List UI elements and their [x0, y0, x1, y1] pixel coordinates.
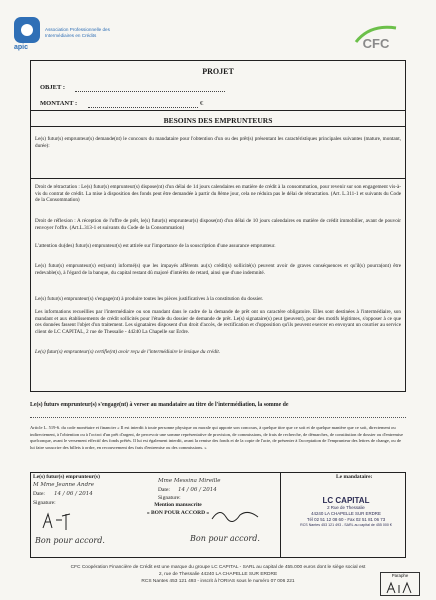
transfer-line: Le(s) futurs emprunteur(s) s'engage(nt) à verser au mandataire au titre de l'intermédiation, la somme de [30, 402, 289, 408]
objet-label: OBJET : [40, 84, 65, 91]
divider [30, 178, 406, 179]
projet-title: PROJET [202, 67, 234, 76]
footer [0, 564, 436, 585]
borrower1-name: M Mme Jeanne Andre [33, 482, 94, 488]
lc-capital-stamp [296, 496, 396, 546]
attention-text: L'attention du(des) futur(s) emprunteur(s) est attirée sur l'importance de la souscription d'une assurance emprunteur. [35, 243, 276, 249]
footer-line1: CFC Coopération Financière de Crédit est une marque du groupe LC CAPITAL - SARL au capital de 455.000 euros dont le siège social est [70, 565, 366, 570]
paraphe-initials-icon [385, 581, 417, 595]
informe-text: Le(s) futur(s) emprunteur(s) est(sont) informé(s) que les impayés afférents au(x) crédit(s) sollicité(s) peuvent avoir de graves conséquences et qu'il(s) pourra(ont) être redevable(s), à l'égard de la banque, du capital restant dû majoré d'intérêts de retard, ainsi que d'une indemnité. [35, 263, 401, 276]
borrower1-date-label: Date: [33, 491, 45, 497]
stamp-line3: Tél 02 51 12 08 60 - Fax 02 51 81 06 73 [306, 517, 386, 522]
borrower1-signature-icon [40, 510, 80, 532]
retractation-text: Droit de rétractation : Le(s) futur(s) emprunteur(s) dispose(nt) d'un délai de 14 jours calendaires en matière de crédit à la consommation, pour revenir sur son engagement vis-à-vis du contrat de crédit. La mise à disposition des fonds peut être demandée à partir du 8ème jour, cela ne réduira pas le délai de rétractation. (Art. L.311-1 et suivants du Code de la Consommation) [35, 184, 401, 204]
stamp-line4: RCS Nantes 453 121 493 - SARL au capital de 455 000 € [300, 523, 392, 527]
cfc-logo-text: CFC [362, 36, 390, 51]
borrower2-handwritten: Bon pour accord. [190, 534, 260, 543]
certifie-text: Le(s) futur(s) emprunteur(s) certifie(nt) avoir reçu de l'intermédiaire le lexique du crédit. [35, 349, 221, 355]
montant-field[interactable] [88, 107, 198, 108]
stamp-title: LC CAPITAL [322, 496, 370, 505]
mention-title: Mention manuscrite [154, 502, 202, 508]
mandataire-label: Le mandataire: [336, 474, 373, 480]
objet-field[interactable] [75, 91, 225, 92]
engage-text: Le(s) futur(s) emprunteur(s) s'engage(nt) à produire toutes les pièces justificatives à la constitution du dossier. [35, 296, 264, 302]
reflexion-text: Droit de réflexion : A réception de l'offre de prêt, le(s) futur(s) emprunteur(s) dispose(nt) d'un délai de 10 jours calendaires en matière de crédit immobilier, avant de pouvoir renvoyer l'offre. (Art.L.313-1 et suivants du Code de la Consommation) [35, 218, 401, 231]
paraphe-label: Paraphe [391, 573, 409, 578]
borrower2-signature-label: Signature: [158, 495, 181, 501]
currency-symbol: € [200, 100, 204, 107]
stamp-line1: 2 Rue de Thessalie [327, 505, 365, 510]
borrower1-date: 14 / 06 / 2014 [54, 491, 93, 497]
borrower1-signature-label: Signature: [33, 500, 56, 506]
besoins-title: BESOINS DES EMPRUNTEURS [163, 116, 273, 125]
apic-name: apic [14, 44, 29, 51]
borrower2-date-label: Date: [158, 487, 170, 493]
borrowers-label: Le(s) futur(s) emprunteur(s) [33, 474, 100, 480]
paraphe-box[interactable] [380, 572, 420, 596]
footer-line3: RCS Nantes 453 121 493 - inscrit à l'ORIAS sous le numéro 07 006 221 [141, 579, 295, 584]
dotted-separator [30, 417, 406, 418]
mention-text: « BON POUR ACCORD » [146, 510, 210, 516]
footer-line2: 2, rue de Thessalie 44240 LA CHAPELLE SUR ERDRE [158, 572, 278, 577]
stamp-line2: 44240 LA CHAPELLE SUR ERDRE [311, 511, 381, 516]
borrower2-signature-icon [210, 505, 260, 525]
besoins-intro: Le(s) futur(s) emprunteur(s) demande(nt) le concours du mandataire pour l'obtention d'un ou des prêt(s) présentant les caractéristiques principales suivantes (mature, montant, durée): [35, 136, 401, 149]
montant-label: MONTANT : [40, 100, 78, 107]
apic-logo-icon [14, 17, 40, 43]
borrower1-handwritten: Bon pour accord. [35, 536, 105, 545]
apic-subtitle: Association Professionnelle des Intermédiaires en Crédits [45, 27, 110, 38]
borrower2-name: Mme Messina Mireille [158, 478, 221, 484]
article-text: Article L. 519-6. du code monétaire et financier « Il est interdit à toute personne physique ou morale qui apporte son concours, à quelque titre que ce soit et de quelque manière que ce soit, directement ou indirectement, à l'obtention ou à l'octroi d'un prêt d'argent, de percevoir une somme représentative de provision, de commissions, de frais de recherche, de démarches, de constitution de dossier ou d'entremise quelconque, avant le versement effectif des fonds prêtés. Il lui est également interdit, avant la remise des fonds et de la copie de l'acte, de présenter à l'acceptation de l'emprunteur des lettres de change, ou de lui faire souscrire des billets à ordre, en recouvrement des frais d'entremise ou des commissions. » [30, 425, 403, 451]
signature-divider [280, 472, 281, 558]
borrower2-date: 14 / 06 / 2014 [178, 487, 217, 493]
divider [30, 126, 406, 127]
cfc-logo-icon [350, 22, 402, 52]
informations-text: Les informations recueillies par l'intermédiaire ou son mandant dans le cadre de la demande de prêt ont un caractère obligatoire. Elles sont destinées à l'intermédiaire, son mandant et aux établissements de crédit sollicités pour l'étude du dossier de demande de prêt. Le(s) signataire(s) peut (peuvent), pour des motifs légitimes, s'opposer à ce que ces données fassent l'objet d'un traitement. Les signataires disposent d'un droit d'accès, de rectification et d'opposition qu'ils peuvent exercer en envoyant un courrier au service client de LC CAPITAL, 2 rue de Thessalie - 44240 La Chapelle sur Erdre. [35, 309, 401, 336]
